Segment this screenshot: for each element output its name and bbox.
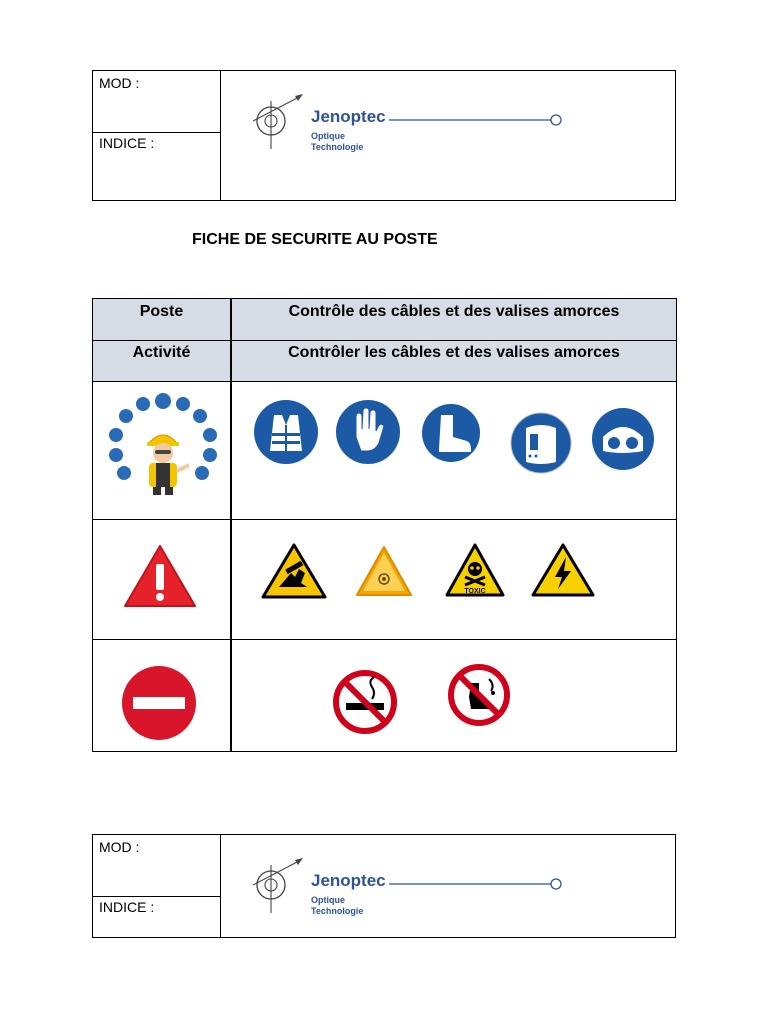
electrical-hazard-icon <box>531 543 595 597</box>
vest-icon <box>253 399 319 465</box>
safety-goggles-icon <box>591 407 655 471</box>
optics-logo-icon <box>253 91 313 151</box>
no-smoking-icon <box>332 669 398 735</box>
logo-line-icon <box>389 113 569 127</box>
logo-line2: Technologie <box>311 142 364 152</box>
header-divider <box>93 132 220 133</box>
logo-brand-name: Jenoptec <box>311 107 386 126</box>
column-divider <box>230 299 232 751</box>
mod-label: MOD : <box>99 75 140 91</box>
poste-label: Poste <box>139 303 184 320</box>
safety-boots-icon <box>421 403 481 463</box>
logo-line-icon <box>389 877 569 891</box>
header-divider <box>93 896 220 897</box>
toxic-label: TOXIC <box>464 588 486 595</box>
row-divider <box>93 519 676 520</box>
indice-label: INDICE : <box>99 135 155 151</box>
poste-value: Contrôle des câbles et des valises amorces <box>288 303 620 320</box>
worker-ppe-icon <box>101 391 225 495</box>
row-divider <box>93 381 676 382</box>
laser-hazard-icon <box>355 545 413 597</box>
row-divider <box>93 340 676 341</box>
logo-line1: Optique <box>311 131 345 141</box>
safety-table <box>92 298 677 752</box>
activite-value: Contrôler les câbles et des valises amorces <box>288 344 620 361</box>
indice-label: INDICE : <box>99 899 155 915</box>
optics-logo-icon <box>253 855 313 915</box>
no-entry-icon <box>121 665 197 741</box>
toxic-hazard-icon <box>445 543 505 597</box>
face-shield-icon <box>510 412 572 474</box>
logo-brand-name: Jenoptec <box>311 871 386 890</box>
logo-line2: Technologie <box>311 906 364 916</box>
page-title: FICHE DE SECURITE AU POSTE <box>192 231 438 248</box>
hand-crush-hazard-icon <box>261 543 327 599</box>
mod-label: MOD : <box>99 839 140 855</box>
gloves-icon <box>335 399 401 465</box>
warning-exclamation-icon <box>123 544 197 608</box>
row-divider <box>93 639 676 640</box>
activite-label: Activité <box>132 344 191 361</box>
logo-line1: Optique <box>311 895 345 905</box>
no-drinking-icon <box>445 663 513 727</box>
header-bottom <box>92 834 676 938</box>
header-top <box>92 70 676 201</box>
